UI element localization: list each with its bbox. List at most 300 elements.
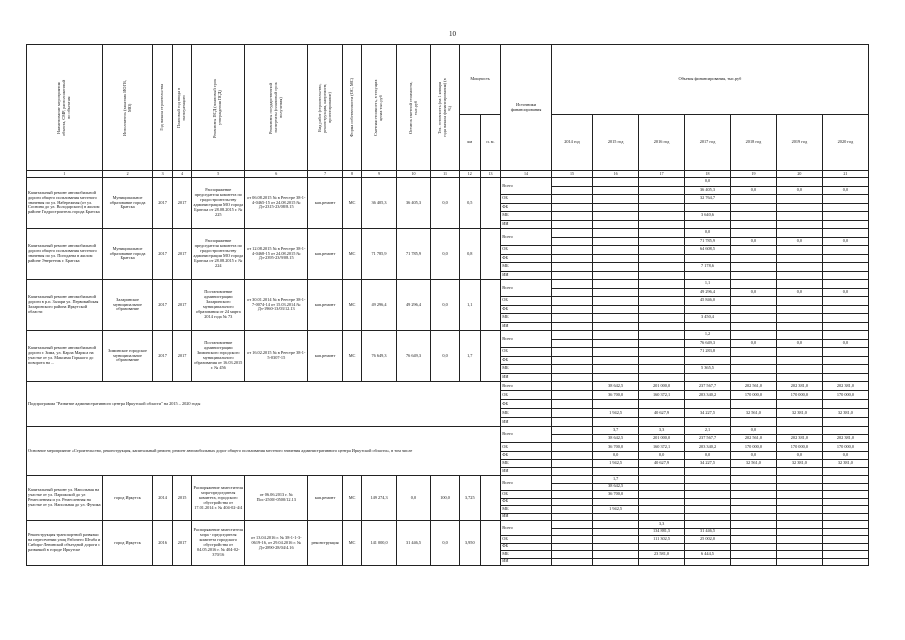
funding-cell — [639, 212, 685, 221]
funding-cell — [551, 365, 592, 374]
column-number: 15 — [551, 171, 592, 178]
column-number: 1 — [27, 171, 103, 178]
funding-cell: 34 227,5 — [685, 459, 731, 467]
project-name: Реконструкция транспортной развязки на пересечении улиц Рабочего Штаба и Сибиро-Ленинской объездной дороги с развязкой в городе Иркутске — [27, 521, 103, 566]
project-executor: Муниципальное образование города Братска — [102, 178, 153, 229]
funding-cell — [822, 373, 868, 382]
project-psd: Распоряжение заместителя мэра - председателя комитета городского обустройства от 04.05.2016 г. № 404-02-370/16 — [192, 521, 245, 566]
column-number-row — [27, 171, 869, 178]
funding-cell — [593, 543, 639, 551]
funding-cell: 170 000,0 — [822, 443, 868, 451]
funding-cell — [593, 513, 639, 521]
funding-cell: 0,0 — [776, 339, 822, 348]
source-label: МБ — [501, 212, 552, 221]
rest-value: 76 649,3 — [396, 331, 430, 382]
funding-cell: 5 365,5 — [685, 365, 731, 374]
funding-cell: 0,0 — [776, 237, 822, 246]
start-year: 2017 — [153, 280, 173, 331]
funding-cell — [639, 513, 685, 521]
column-number: 8 — [342, 171, 362, 178]
funding-cell — [639, 498, 685, 506]
funding-cell — [639, 339, 685, 348]
funding-cell — [593, 280, 639, 289]
funding-cell — [551, 435, 592, 443]
end-year: 2017 — [172, 280, 192, 331]
capacity-km: 3,950 — [459, 521, 480, 566]
funding-cell — [822, 427, 868, 435]
funding-cell — [822, 418, 868, 427]
rest-value: 0,0 — [396, 476, 430, 521]
project-executor: Заларинское муниципальное образование — [102, 280, 153, 331]
funding-cell — [776, 427, 822, 435]
project-name: Капитальный ремонт автомобильной дороги в р.п. Залари ул. Первомайская Заларинского района Иркутской области — [27, 280, 103, 331]
funding-cell — [551, 382, 592, 391]
funding-cell: 0,0 — [822, 288, 868, 297]
funding-cell — [639, 271, 685, 280]
funding-cell — [593, 246, 639, 255]
funding-cell — [551, 203, 592, 212]
column-number: 3 — [153, 171, 173, 178]
project-expertise: от 30.01.2014 № в Реестре 38-1-7-0074-14 от 15.03.2014 № Дз-1960-13/03/12.13 — [245, 280, 308, 331]
funding-cell — [776, 322, 822, 331]
header-funding: Объемы финансирования, тыс.руб — [551, 45, 868, 115]
funding-cell: 32 381,0 — [776, 459, 822, 467]
project-name: Капитальный ремонт автомобильной дороги общего пользования местного значения по ул. Погодаева в жилом районе Энергетик г. Братска — [27, 229, 103, 280]
project-psd: Распоряжение председателя комитета по градостроительству администрации МО города Братска от 28.08.2015 г. № 224 — [192, 229, 245, 280]
funding-cell — [822, 297, 868, 306]
header-capacity: Мощность — [459, 45, 500, 115]
funding-cell — [639, 467, 685, 475]
source-label: ИИ — [501, 271, 552, 280]
funding-cell — [551, 506, 592, 514]
source-label: МБ — [501, 263, 552, 272]
page-number: 10 — [449, 30, 456, 38]
funding-cell — [730, 418, 776, 427]
funding-cell: 32 561,0 — [730, 459, 776, 467]
project-executor: Зиминское городское муниципальное образование — [102, 331, 153, 382]
funding-cell — [822, 498, 868, 506]
funding-cell — [551, 536, 592, 544]
funding-cell — [685, 373, 731, 382]
funding-cell: 38 642,5 — [593, 483, 639, 491]
funding-cell — [776, 536, 822, 544]
funding-cell — [593, 348, 639, 357]
header-pm: п. м. — [480, 115, 501, 171]
capacity-pm — [480, 280, 501, 331]
funding-cell — [822, 254, 868, 263]
funding-cell — [639, 491, 685, 499]
funding-cell — [639, 331, 685, 340]
header-year: 2015 год — [593, 115, 639, 171]
funding-cell — [551, 427, 592, 435]
funding-cell — [730, 314, 776, 323]
start-year: 2017 — [153, 178, 173, 229]
funding-cell — [593, 178, 639, 187]
funding-cell — [685, 558, 731, 566]
funding-cell — [776, 558, 822, 566]
source-label: ОБ — [501, 491, 552, 499]
funding-cell: 36 700,0 — [593, 491, 639, 499]
funding-cell — [776, 476, 822, 484]
source-label: ОБ — [501, 536, 552, 544]
funding-cell — [551, 186, 592, 195]
funding-cell: 202 381,0 — [822, 382, 868, 391]
funding-cell — [776, 229, 822, 238]
funding-cell — [551, 521, 592, 529]
work-type: кап.ремонт — [308, 229, 342, 280]
source-label: ИИ — [501, 220, 552, 229]
funding-cell — [730, 220, 776, 229]
header-year: 2018 год — [730, 115, 776, 171]
capacity-pm — [480, 521, 501, 566]
header-year: 2017 год — [685, 115, 731, 171]
funding-cell — [730, 348, 776, 357]
funding-cell — [685, 356, 731, 365]
funding-cell: 0,0 — [730, 339, 776, 348]
capacity-pm — [480, 229, 501, 280]
funding-cell — [730, 322, 776, 331]
funding-cell: 32 381,0 — [822, 459, 868, 467]
funding-cell: 3,7 — [593, 427, 639, 435]
funding-cell — [822, 506, 868, 514]
funding-cell — [685, 543, 731, 551]
rest-value: 36 405,3 — [396, 178, 430, 229]
column-number: 16 — [593, 171, 639, 178]
funding-cell — [730, 373, 776, 382]
funding-cell — [593, 373, 639, 382]
funding-cell — [639, 254, 685, 263]
funding-cell — [593, 186, 639, 195]
funding-cell — [730, 513, 776, 521]
cost-value: 49 296,4 — [362, 280, 396, 331]
funding-cell: 3 640,6 — [685, 212, 731, 221]
table-row — [27, 521, 869, 529]
funding-cell — [685, 305, 731, 314]
funding-cell — [730, 331, 776, 340]
funding-cell — [593, 305, 639, 314]
capacity-km: 1,7 — [459, 331, 480, 382]
funding-cell: 0,0 — [776, 288, 822, 297]
funding-cell — [776, 280, 822, 289]
funding-cell: 31 446,5 — [685, 528, 731, 536]
end-year: 2015 — [172, 476, 192, 521]
header-km: км — [459, 115, 480, 171]
cost-value: 76 649,3 — [362, 331, 396, 382]
project-psd: Постановление администрации Зиминского городского муниципального образования от 16.03.2015 г. № 456 — [192, 331, 245, 382]
funding-cell: 0,0 — [822, 186, 868, 195]
funding-cell — [730, 212, 776, 221]
funding-cell: 160 372,1 — [639, 443, 685, 451]
funding-cell — [551, 331, 592, 340]
funding-cell — [593, 220, 639, 229]
funding-cell: 1,7 — [593, 476, 639, 484]
funding-cell — [551, 498, 592, 506]
funding-cell — [639, 186, 685, 195]
column-number: 9 — [362, 171, 396, 178]
funding-cell — [822, 322, 868, 331]
funding-cell — [776, 551, 822, 559]
source-label: ФБ — [501, 498, 552, 506]
funding-cell: 23 581,0 — [639, 551, 685, 559]
start-year: 2017 — [153, 229, 173, 280]
funding-cell — [822, 195, 868, 204]
funding-cell: 36 700,0 — [593, 391, 639, 400]
funding-cell — [730, 254, 776, 263]
column-number: 7 — [308, 171, 342, 178]
funding-cell — [776, 498, 822, 506]
funding-cell — [776, 506, 822, 514]
capacity-pm — [480, 331, 501, 382]
funding-cell: 1 942,5 — [593, 459, 639, 467]
source-label: ОБ — [501, 443, 552, 451]
funding-cell — [551, 220, 592, 229]
capacity-km: 1,1 — [459, 280, 480, 331]
funding-cell — [551, 467, 592, 475]
funding-cell: 0,0 — [776, 451, 822, 459]
source-label: Всего — [501, 382, 552, 391]
column-number: 4 — [172, 171, 192, 178]
funding-cell — [551, 528, 592, 536]
project-name: Капитальный ремонт автомобильной дороги г. Зима, ул. Карла Маркса на участке от ул. Максима Горького до поворота на ... — [27, 331, 103, 382]
funding-cell — [822, 558, 868, 566]
header-expertise: Реквизиты государственной экспертизы (плановый срок получения) — [267, 81, 283, 134]
source-label: Всего — [501, 178, 552, 195]
column-number: 11 — [431, 171, 460, 178]
funding-cell — [776, 528, 822, 536]
readiness-value: 0,0 — [431, 280, 460, 331]
funding-cell: 2,1 — [685, 427, 731, 435]
funding-cell — [551, 409, 592, 418]
funding-cell: 71 785,9 — [685, 237, 731, 246]
header-year: 2019 год — [776, 115, 822, 171]
column-number: 5 — [192, 171, 245, 178]
funding-cell — [685, 418, 731, 427]
table-row — [27, 280, 869, 289]
ownership: МС — [342, 476, 362, 521]
source-label: ОБ — [501, 246, 552, 255]
funding-cell — [639, 356, 685, 365]
funding-cell — [593, 203, 639, 212]
source-label: ИИ — [501, 418, 552, 427]
funding-cell: 32 381,0 — [776, 409, 822, 418]
funding-cell — [685, 483, 731, 491]
funding-cell — [593, 339, 639, 348]
work-type: кап.ремонт — [308, 178, 342, 229]
cost-value: 71 785,9 — [362, 229, 396, 280]
start-year: 2016 — [153, 521, 173, 566]
ownership: МС — [342, 521, 362, 566]
funding-cell — [593, 528, 639, 536]
funding-cell: 0,0 — [730, 186, 776, 195]
funding-cell — [730, 246, 776, 255]
rest-value: 31 446,5 — [396, 521, 430, 566]
header-start-year: Год начала строительства — [159, 84, 165, 131]
funding-cell — [551, 322, 592, 331]
funding-cell: 1,1 — [685, 280, 731, 289]
funding-cell — [822, 491, 868, 499]
funding-cell — [639, 246, 685, 255]
funding-cell: 64 608,5 — [685, 246, 731, 255]
funding-cell — [822, 305, 868, 314]
funding-cell — [551, 391, 592, 400]
funding-cell — [593, 195, 639, 204]
capacity-pm — [480, 476, 501, 521]
funding-cell — [639, 280, 685, 289]
funding-cell — [730, 483, 776, 491]
funding-cell: 202 561,0 — [730, 382, 776, 391]
funding-cell — [593, 212, 639, 221]
funding-cell: 25 002,0 — [685, 536, 731, 544]
funding-cell — [593, 400, 639, 409]
funding-cell — [639, 195, 685, 204]
funding-cell — [730, 305, 776, 314]
project-expertise: от 06.08.2015 № в Реестре 38-1-4-0465-15 от 24.08.2015 № Дз-2315-23/08/8.15 — [245, 178, 308, 229]
source-label: МБ — [501, 506, 552, 514]
funding-cell: 160 372,1 — [639, 391, 685, 400]
funding-cell — [551, 288, 592, 297]
end-year: 2017 — [172, 178, 192, 229]
capacity-km: 0,8 — [459, 229, 480, 280]
funding-cell — [822, 280, 868, 289]
funding-cell — [730, 280, 776, 289]
project-name: Капитальный ремонт ул. Напольная на участке от ул. Парижской до ул Ремесленная и ул. Ремесленная на участке от ул. Напольная до ул. Фучика — [27, 476, 103, 521]
funding-cell: 170 000,0 — [776, 391, 822, 400]
funding-cell — [593, 536, 639, 544]
funding-cell — [551, 212, 592, 221]
funding-cell — [593, 254, 639, 263]
funding-cell: 38 642,5 — [593, 382, 639, 391]
work-type: реконструкция — [308, 521, 342, 566]
funding-cell — [551, 443, 592, 451]
funding-cell: 0,0 — [822, 339, 868, 348]
funding-cell: 170 000,0 — [822, 391, 868, 400]
table-row — [27, 427, 869, 435]
funding-cell: 1 942,5 — [593, 506, 639, 514]
funding-cell — [776, 400, 822, 409]
funding-cell — [639, 418, 685, 427]
work-type: кап.ремонт — [308, 476, 342, 521]
funding-cell — [593, 297, 639, 306]
funding-cell — [730, 558, 776, 566]
funding-cell — [822, 203, 868, 212]
financing-table — [26, 44, 869, 566]
funding-cell: 201 000,0 — [639, 435, 685, 443]
funding-cell — [730, 467, 776, 475]
source-label: МБ — [501, 365, 552, 374]
funding-cell — [551, 373, 592, 382]
funding-cell: 0,0 — [730, 427, 776, 435]
funding-cell — [639, 237, 685, 246]
funding-cell — [776, 467, 822, 475]
source-label: ИИ — [501, 467, 552, 475]
funding-cell — [551, 558, 592, 566]
cost-value: 149 274,3 — [362, 476, 396, 521]
funding-cell — [593, 331, 639, 340]
start-year: 2017 — [153, 331, 173, 382]
funding-cell: 36 700,0 — [593, 443, 639, 451]
funding-cell: 237 567,7 — [685, 382, 731, 391]
source-label: ОБ — [501, 391, 552, 400]
header-psd: Реквизиты ПСД (плановый срок утверждения ПСД) — [212, 77, 223, 138]
project-expertise: от 12.08.2015 № в Реестре 38-1-4-0468-15 от 24.08.2015 № Дз-2395-23/9/08.15 — [245, 229, 308, 280]
source-label: ФБ — [501, 254, 552, 263]
column-number: 18 — [685, 171, 731, 178]
funding-cell — [551, 476, 592, 484]
project-psd: Распоряжение заместителя мэра-председателя комитета, городского обустройства от 17.01.2014 г. № 404-02-4/4 — [192, 476, 245, 521]
project-expertise: от 06.06.2013 г. № Пос-2500/-0500/12.13 — [245, 476, 308, 521]
funding-cell — [551, 246, 592, 255]
funding-cell — [776, 356, 822, 365]
ownership: МС — [342, 280, 362, 331]
funding-cell — [730, 551, 776, 559]
funding-cell: 170 000,0 — [730, 391, 776, 400]
funding-cell — [639, 178, 685, 187]
funding-cell — [730, 271, 776, 280]
funding-cell: 71 283,8 — [685, 348, 731, 357]
column-number: 10 — [396, 171, 430, 178]
funding-cell — [776, 365, 822, 374]
column-number: 19 — [730, 171, 776, 178]
funding-cell — [551, 483, 592, 491]
funding-cell: 49 296,4 — [685, 288, 731, 297]
end-year: 2017 — [172, 521, 192, 566]
funding-cell: 202 381,0 — [776, 382, 822, 391]
funding-cell — [639, 229, 685, 238]
header-end-year: Плановый год ввода в эксплуатацию — [176, 87, 187, 128]
funding-cell — [776, 314, 822, 323]
funding-cell — [639, 476, 685, 484]
source-label: Всего — [501, 476, 552, 491]
funding-cell — [551, 263, 592, 272]
funding-cell — [776, 246, 822, 255]
end-year: 2017 — [172, 229, 192, 280]
header-year: 2016 год — [639, 115, 685, 171]
funding-cell — [730, 365, 776, 374]
funding-cell — [593, 418, 639, 427]
funding-cell — [685, 498, 731, 506]
funding-cell: 134 881,5 — [639, 528, 685, 536]
funding-cell — [776, 178, 822, 187]
header-readiness: Тех. готовность (на 1 января года начала финансирования) (в %) — [436, 78, 452, 137]
header-cost: Сметная стоимость, в текущих ценах тыс.руб — [373, 79, 384, 136]
funding-cell: 0,0 — [639, 451, 685, 459]
table-row — [27, 476, 869, 484]
funding-cell — [551, 418, 592, 427]
funding-cell — [822, 521, 868, 529]
capacity-km: 3,725 — [459, 476, 480, 521]
funding-cell — [551, 237, 592, 246]
funding-cell — [593, 288, 639, 297]
funding-cell — [776, 513, 822, 521]
funding-cell — [551, 491, 592, 499]
source-label: ИИ — [501, 558, 552, 566]
header-sources: Источники финансирования — [501, 45, 552, 171]
capacity-pm — [480, 178, 501, 229]
header-row — [27, 45, 869, 115]
capacity-km: 0,5 — [459, 178, 480, 229]
funding-cell — [776, 220, 822, 229]
funding-cell — [593, 551, 639, 559]
funding-cell — [639, 373, 685, 382]
funding-cell: 40 627,9 — [639, 409, 685, 418]
funding-cell — [822, 314, 868, 323]
funding-cell — [776, 418, 822, 427]
funding-cell — [822, 178, 868, 187]
source-label: ФБ — [501, 451, 552, 459]
funding-cell — [551, 314, 592, 323]
funding-cell — [776, 254, 822, 263]
funding-cell — [776, 543, 822, 551]
